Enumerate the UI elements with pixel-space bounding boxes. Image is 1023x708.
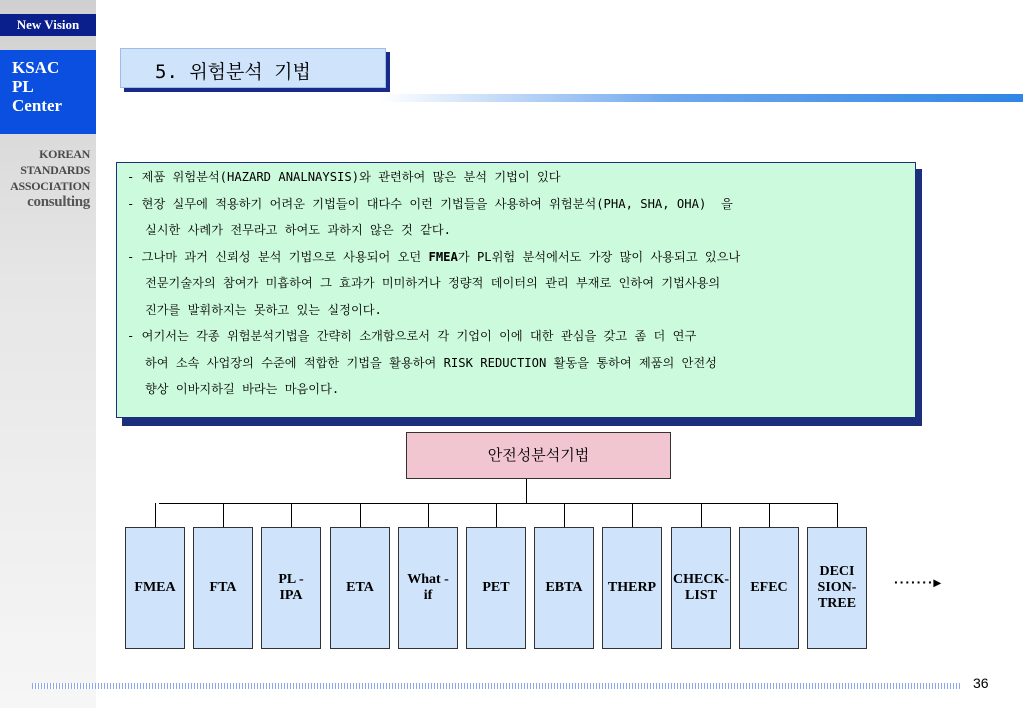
method-label-line: LIST (685, 588, 717, 603)
method-node (398, 527, 458, 649)
root-node: 안전성분석기법 (406, 432, 671, 479)
content-line (127, 247, 915, 274)
method-connector (428, 503, 429, 527)
new-vision-badge: New Vision (0, 14, 96, 36)
method-node (739, 527, 799, 649)
sidebar (0, 0, 96, 708)
method-label (545, 580, 582, 596)
association-line: KOREAN (39, 147, 90, 161)
method-node (193, 527, 253, 649)
ksac-line: Center (12, 96, 63, 115)
content-line: 향상 이바지하길 바라는 마음이다. (145, 382, 340, 396)
method-label-line: THERP (607, 580, 657, 595)
method-node (330, 527, 390, 649)
content-line: 실시한 사례가 전무라고 하여도 과하지 않은 것 같다. (145, 223, 451, 237)
method-label-line: ETA (346, 580, 374, 595)
page-title: 5. 위험분석 기법 (155, 61, 311, 83)
method-label (818, 564, 857, 612)
method-label (278, 572, 303, 604)
method-connector (291, 503, 292, 527)
method-connector (701, 503, 702, 527)
method-label (407, 572, 449, 604)
method-connector (223, 503, 224, 527)
association-line: consulting (27, 194, 90, 210)
content-text: - 그나마 과거 신뢰성 분석 기법으로 사용되어 오던 (127, 249, 429, 264)
content-line: - 현장 실무에 적용하기 어려운 기법들이 대다수 이런 기법들을 사용하여 위험분석(PHA, SHA, OHA) 을 (127, 196, 733, 211)
content-line: 진가를 발휘하지는 못하고 있는 실정이다. (145, 302, 382, 317)
method-connector (564, 503, 565, 527)
method-label (346, 580, 374, 596)
method-label-line: EBTA (545, 580, 583, 595)
method-label-line: PL - (278, 572, 304, 587)
method-label-line: PET (482, 580, 510, 595)
branch-bar (159, 503, 837, 504)
content-line: - 제품 위험분석(HAZARD ANALNAYSIS)와 관련하여 많은 분석 기법이 있다 (127, 170, 561, 184)
method-label-line: DECI (819, 564, 855, 579)
content-box (116, 162, 916, 418)
method-connector (155, 503, 156, 527)
association-name (0, 146, 90, 210)
method-node (261, 527, 321, 649)
method-connector (769, 503, 770, 527)
method-label (482, 580, 509, 596)
more-arrow: ·······▸ (894, 574, 942, 590)
method-label-line: FMEA (134, 580, 176, 595)
content-line: - 여기서는 각종 위험분석기법을 간략히 소개함으로서 각 기업이 이에 대한 관심을 갖고 좀 더 연구 (127, 329, 697, 343)
content-line: 전문기술자의 참여가 미흡하여 그 효과가 미미하거나 정량적 데이터의 관리 부재로 인하여 기법사용의 (145, 276, 721, 290)
root-connector (526, 479, 527, 504)
method-label-line: EFEC (750, 580, 788, 595)
title-gradient-bar (380, 94, 1023, 102)
method-connector (360, 503, 361, 527)
method-node (534, 527, 594, 649)
ksac-logo (0, 50, 96, 134)
method-node (807, 527, 867, 649)
method-label (750, 580, 787, 596)
association-line: ASSOCIATION (10, 179, 90, 193)
method-label-line: CHECK- (673, 572, 729, 587)
method-label-line: What - (407, 572, 449, 587)
content-text: 가 PL위험 분석에서도 가장 많이 사용되고 있으나 (457, 249, 741, 264)
method-label (608, 580, 656, 596)
method-node (466, 527, 526, 649)
ksac-line: KSAC (12, 58, 60, 77)
ksac-line: PL (12, 77, 34, 96)
method-label-line: IPA (279, 588, 303, 603)
footer-divider (32, 683, 962, 689)
method-label-line: FTA (209, 580, 237, 595)
page-number: 36 (973, 675, 989, 691)
method-node (602, 527, 662, 649)
method-label-line: TREE (817, 596, 857, 611)
method-node (125, 527, 185, 649)
method-label (673, 572, 729, 604)
method-connector (837, 503, 838, 527)
method-node (671, 527, 731, 649)
method-label-line: if (423, 588, 433, 603)
fmea-emphasis: FMEA (428, 249, 458, 264)
method-label-line: SION- (817, 580, 857, 595)
method-label (210, 580, 237, 596)
method-label (134, 580, 175, 596)
association-line: STANDARDS (20, 163, 90, 177)
method-connector (496, 503, 497, 527)
content-line: 하여 소속 사업장의 수준에 적합한 기법을 활용하여 RISK REDUCTION 활동을 통하여 제품의 안전성 (145, 355, 717, 370)
method-connector (632, 503, 633, 527)
